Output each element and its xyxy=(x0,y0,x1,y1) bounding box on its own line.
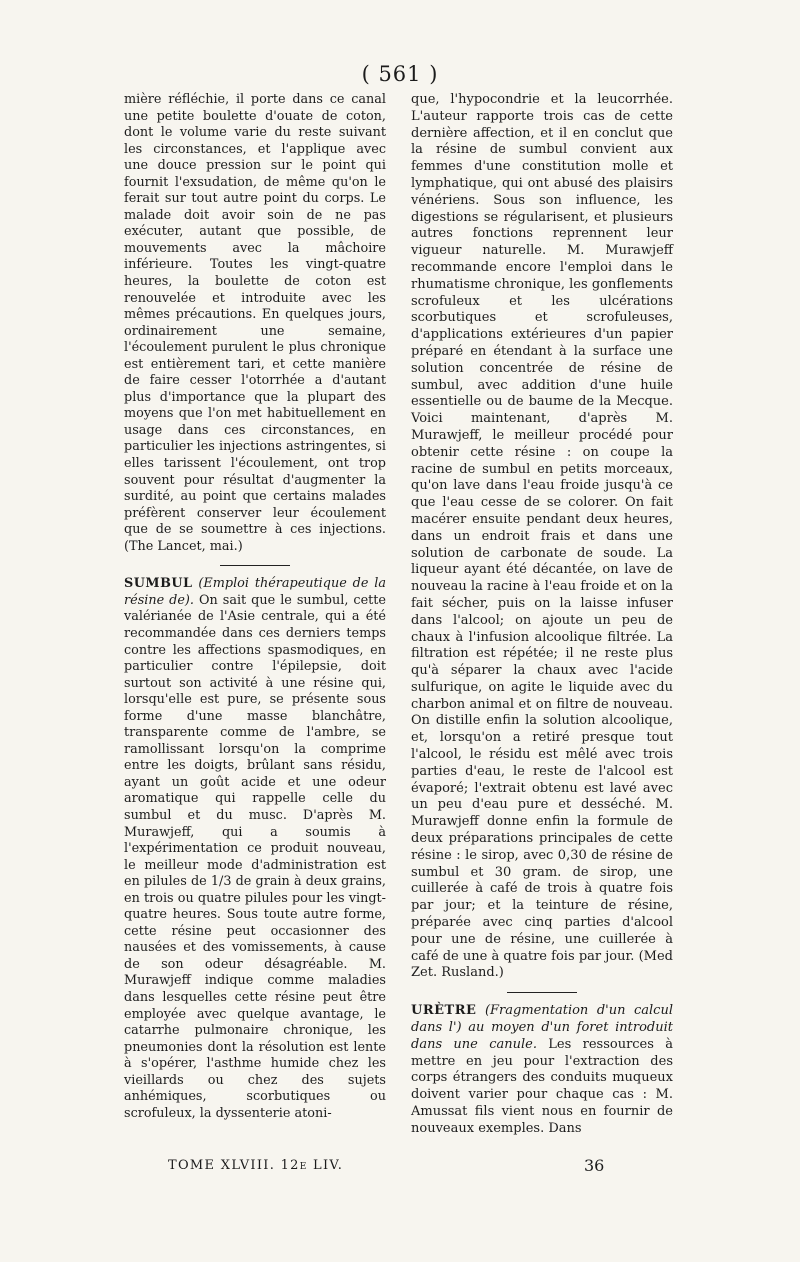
page-number: ( 561 ) xyxy=(361,62,439,86)
article-subtitle: (Fragmentation d'un calcul dans l') au moyen d'un foret introduit dans une canule. xyxy=(411,1003,673,1052)
left-column xyxy=(124,92,386,1122)
article-separator xyxy=(220,565,290,566)
article-headword: URÈTRE xyxy=(411,1003,477,1019)
right-column xyxy=(411,92,673,1138)
footer-signature-number: 36 xyxy=(584,1156,605,1175)
article-continuation-sumbul: que, l'hypocondrie et la leucorrhée. L'auteur rapporte trois cas de cette dernière affection, et il en conclut que la résine de sumbul convient aux femmes d'une constitution molle et lymphatique, qui ont abusé des plaisirs vénériens. Sous son influence, les digestions se régularisent, et plusieurs autres fonctions reprennent leur vigueur naturelle. M. Murawjeff recommande encore l'emploi dans le rhumatisme chronique, les gonflements scrofuleux et les ulcérations scorbutiques et scrofuleuses, d'applications extérieures d'un papier préparé en étendant à la surface une solution concentrée de résine de sumbul, avec addition d'une huile essentielle ou de baume de la Mecque. Voici maintenant, d'après M. Murawjeff, le meilleur procédé pour obtenir cette résine : on coupe la racine de sumbul en petits morceaux, qu'on lave dans l'eau froide jusqu'à ce que l'eau cesse de se colorer. On fait macérer ensuite pendant deux heures, dans un endroit frais et dans une solution de carbonate de soude. La liqueur ayant été décantée, on lave de nouveau la racine à l'eau froide et on la fait sécher, puis on la laisse infuser dans l'alcool; on ajoute un peu de chaux à l'infusion alcoolique filtrée. La filtration est répétée; il ne reste plus qu'à séparer la chaux avec l'acide sulfurique, on agite le liquide avec du charbon animal et on filtre de nouveau. On distille enfin la solution alcoolique, et, lorsqu'on a retiré presque tout l'alcool, le résidu est mêlé avec trois parties d'eau, le reste de l'alcool est évaporé; l'extrait obtenu est lavé avec un peu d'eau pure et desséché. M. Murawjeff donne enfin la formule de deux préparations principales de cette résine : le sirop, avec 0,30 de résine de sumbul et 30 gram. de sirop, une cuillerée à café de trois à quatre fois par jour; et la teinture de résine, préparée avec cinq parties d'alcool pour une de résine, une cuillerée à café de une à quatre fois par jour. (Med Zet. Rusland.) xyxy=(411,92,673,981)
article-uretre xyxy=(411,1003,673,1137)
article-headword: SUMBUL xyxy=(124,576,193,592)
article-subtitle: (Emploi thérapeutique de la résine de). xyxy=(124,576,386,608)
article-continuation-otorrhee: mière réfléchie, il porte dans ce canal une petite boulette d'ouate de coton, dont le volume varie du reste suivant les circonstances, et l'applique avec une douce pression sur le point qui fournit l'exsudation, de même qu'on le ferait sur tout autre point du corps. Le malade doit avoir soin de ne pas exécuter, autant que possible, de mouvements avec la mâchoire inférieure. Toutes les vingt-quatre heures, la boulette de coton est renouvelée et introduite avec les mêmes précautions. En quelques jours, ordinairement une semaine, l'écoulement purulent le plus chronique est entièrement tari, et cette manière de faire cesser l'otorrhée a d'autant plus d'importance que la plupart des moyens que l'on met habituellement en usage dans ces circonstances, en particulier les injections astringentes, si elles tarissent l'écoulement, ont trop souvent pour résultat d'augmenter la surdité, au point que certains malades préfèrent conserver leur écoulement que de se soumettre à ces injections. (The Lancet, mai.) xyxy=(124,92,386,554)
article-separator xyxy=(507,992,577,993)
article-sumbul xyxy=(124,576,386,1122)
article-body: Les ressources à mettre en jeu pour l'extraction des corps étrangers des conduits muqueux doivent varier pour chaque cas : M. Amussat fils vient nous en fournir de nouveaux exemples. Dans xyxy=(411,1036,673,1136)
article-body: On sait que le sumbul, cette valérianée de l'Asie centrale, qui a été recommandée dans ces derniers temps contre les affections spasmodiques, en particulier contre l'épilepsie, doit surtout son activité à une résine qui, lorsqu'elle est pure, se présente sous forme d'une masse blanchâtre, transparente comme de l'ambre, se ramollissant lorsqu'on la comprime entre les doigts, brûlant sans résidu, ayant un goût acide et une odeur aromatique qui rappelle celle du sumbul et du musc. D'après M. Murawjeff, qui a soumis à l'expérimentation ce produit nouveau, le meilleur mode d'administration est en pilules de 1/3 de grain à deux grains, en trois ou quatre pilules pour les vingt-quatre heures. Sous toute autre forme, cette résine peut occasionner des nausées et des vomissements, à cause de son odeur désagréable. M. Murawjeff indique comme maladies dans lesquelles cette résine peut être employée avec quelque avantage, le catarrhe pulmonaire chronique, les pneumonies dont la résolution est lente à s'opérer, l'asthme humide chez les vieillards ou chez des sujets anhémiques, scorbutiques ou scrofuleux, la dyssenterie atoni- xyxy=(124,592,387,1121)
footer-volume-signature: TOME XLVIII. 12e LIV. xyxy=(168,1158,344,1173)
